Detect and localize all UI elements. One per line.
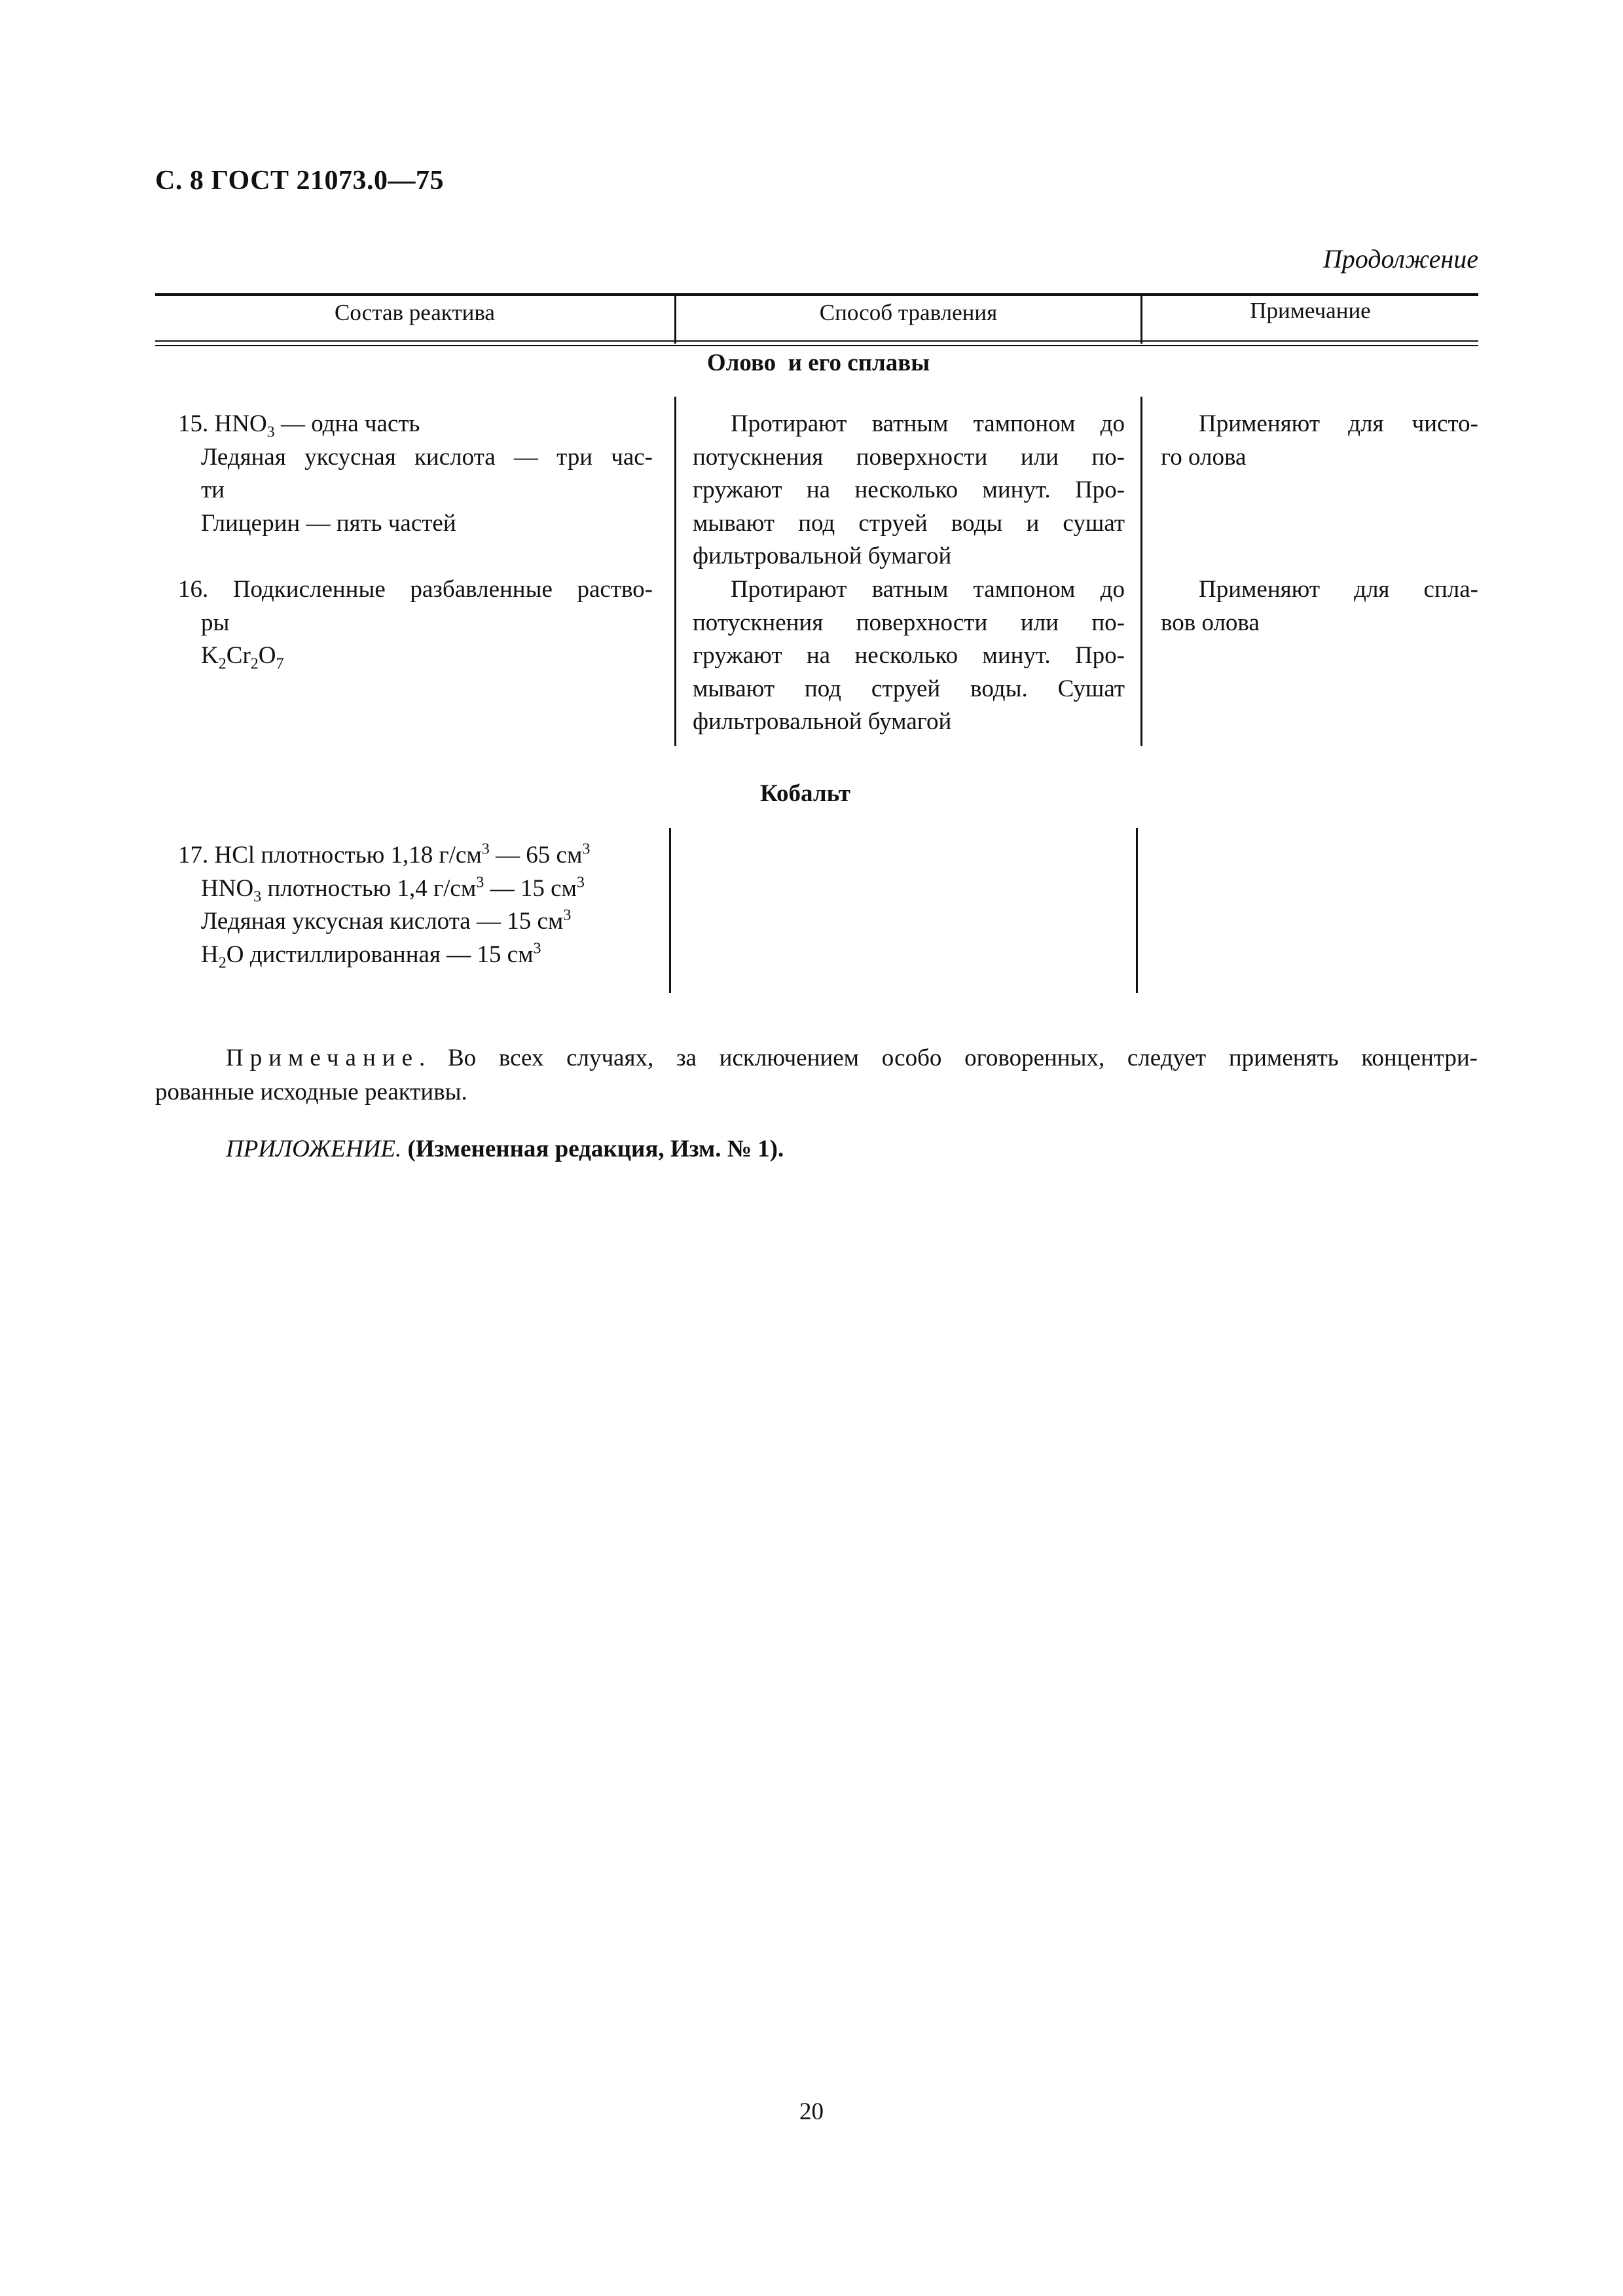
note-line: вов олова (1161, 609, 1260, 636)
section-title-tin: Олово и его сплавы (706, 350, 930, 376)
appendix-label: ПРИЛОЖЕНИЕ. (226, 1136, 402, 1162)
method-line: мывают под струей воды и сушат (693, 509, 1125, 537)
row15-note (1161, 408, 1478, 474)
section2-divider-1 (669, 828, 671, 993)
method-line: фильтровальной бумагой (693, 708, 952, 735)
general-note-line1: Примечание. Во всех случаях, за исключением особо оговоренных, следует применять концентри- (226, 1045, 1478, 1071)
row16-method (693, 573, 1125, 739)
general-note-line2: рованные исходные реактивы. (155, 1079, 467, 1105)
general-note (155, 1041, 1478, 1109)
method-line: потускнения поверхности или по- (693, 443, 1125, 471)
note-line: го олова (1161, 443, 1247, 471)
row15-line1: 15. $HNO_3$ — одна часть (178, 410, 420, 441)
method-line: гружают на несколько минут. Про- (693, 476, 1125, 503)
row16-composition (178, 573, 653, 673)
row15-line2b: ти (201, 476, 225, 503)
method-line: Протирают ватным тампоном до (731, 576, 1125, 603)
row15-method (693, 408, 1125, 573)
row17-composition (178, 839, 666, 971)
section1-divider-1 (674, 397, 676, 746)
row17-line1: 17. HCl плотностью 1,18 $г/см^3$ — 65 $см^3$ (178, 840, 591, 869)
continuation-label: Продолжение (1322, 244, 1478, 274)
row17-line2: $HNO_3$ плотностью 1,4 $г/см^3$ — 15 $см^3$ (201, 874, 585, 905)
row16-formula: $K_2Cr_2O_7$ (201, 642, 284, 673)
table-header-rule-1 (155, 340, 1478, 342)
method-line: потускнения поверхности или по- (693, 609, 1125, 636)
method-line: мывают под струей воды. Сушат (693, 675, 1125, 702)
note-line: Применяют для чисто- (1199, 410, 1478, 437)
method-line: гружают на несколько минут. Про- (693, 642, 1125, 669)
appendix-line (226, 1135, 784, 1163)
row15-composition (178, 408, 653, 540)
column-header-note: Примечание (1250, 298, 1371, 323)
table-header-rule-2 (155, 345, 1478, 346)
column-header-composition: Состав реактива (335, 300, 495, 325)
appendix-text: (Измененная редакция, Изм. № 1). (401, 1136, 784, 1162)
page-number: 20 (799, 2098, 824, 2125)
document-header: С. 8 ГОСТ 21073.0—75 (155, 166, 445, 196)
section2-divider-2 (1136, 828, 1138, 993)
section-title-cobalt: Кобальт (760, 780, 850, 807)
section1-divider-2 (1140, 397, 1142, 746)
column-header-method: Способ травления (819, 300, 998, 325)
row15-line2a: Ледяная уксусная кислота — три час- (201, 443, 653, 471)
table-top-rule (155, 293, 1478, 296)
row16-line1b: ры (201, 609, 230, 636)
note-label: Примечание (226, 1045, 419, 1071)
note-line: Применяют для спла- (1199, 576, 1478, 603)
row16-line1a: 16. Подкисленные разбавленные раство- (178, 576, 653, 603)
row15-line3: Глицерин — пять частей (201, 509, 456, 537)
row17-line4: $H_2O$ дистиллированная — 15 $см^3$ (201, 940, 541, 971)
row17-line3: Ледяная уксусная кислота — 15 $см^3$ (201, 906, 572, 935)
method-line: фильтровальной бумагой (693, 543, 952, 569)
method-line: Протирают ватным тампоном до (731, 410, 1125, 437)
row16-note (1161, 573, 1478, 639)
